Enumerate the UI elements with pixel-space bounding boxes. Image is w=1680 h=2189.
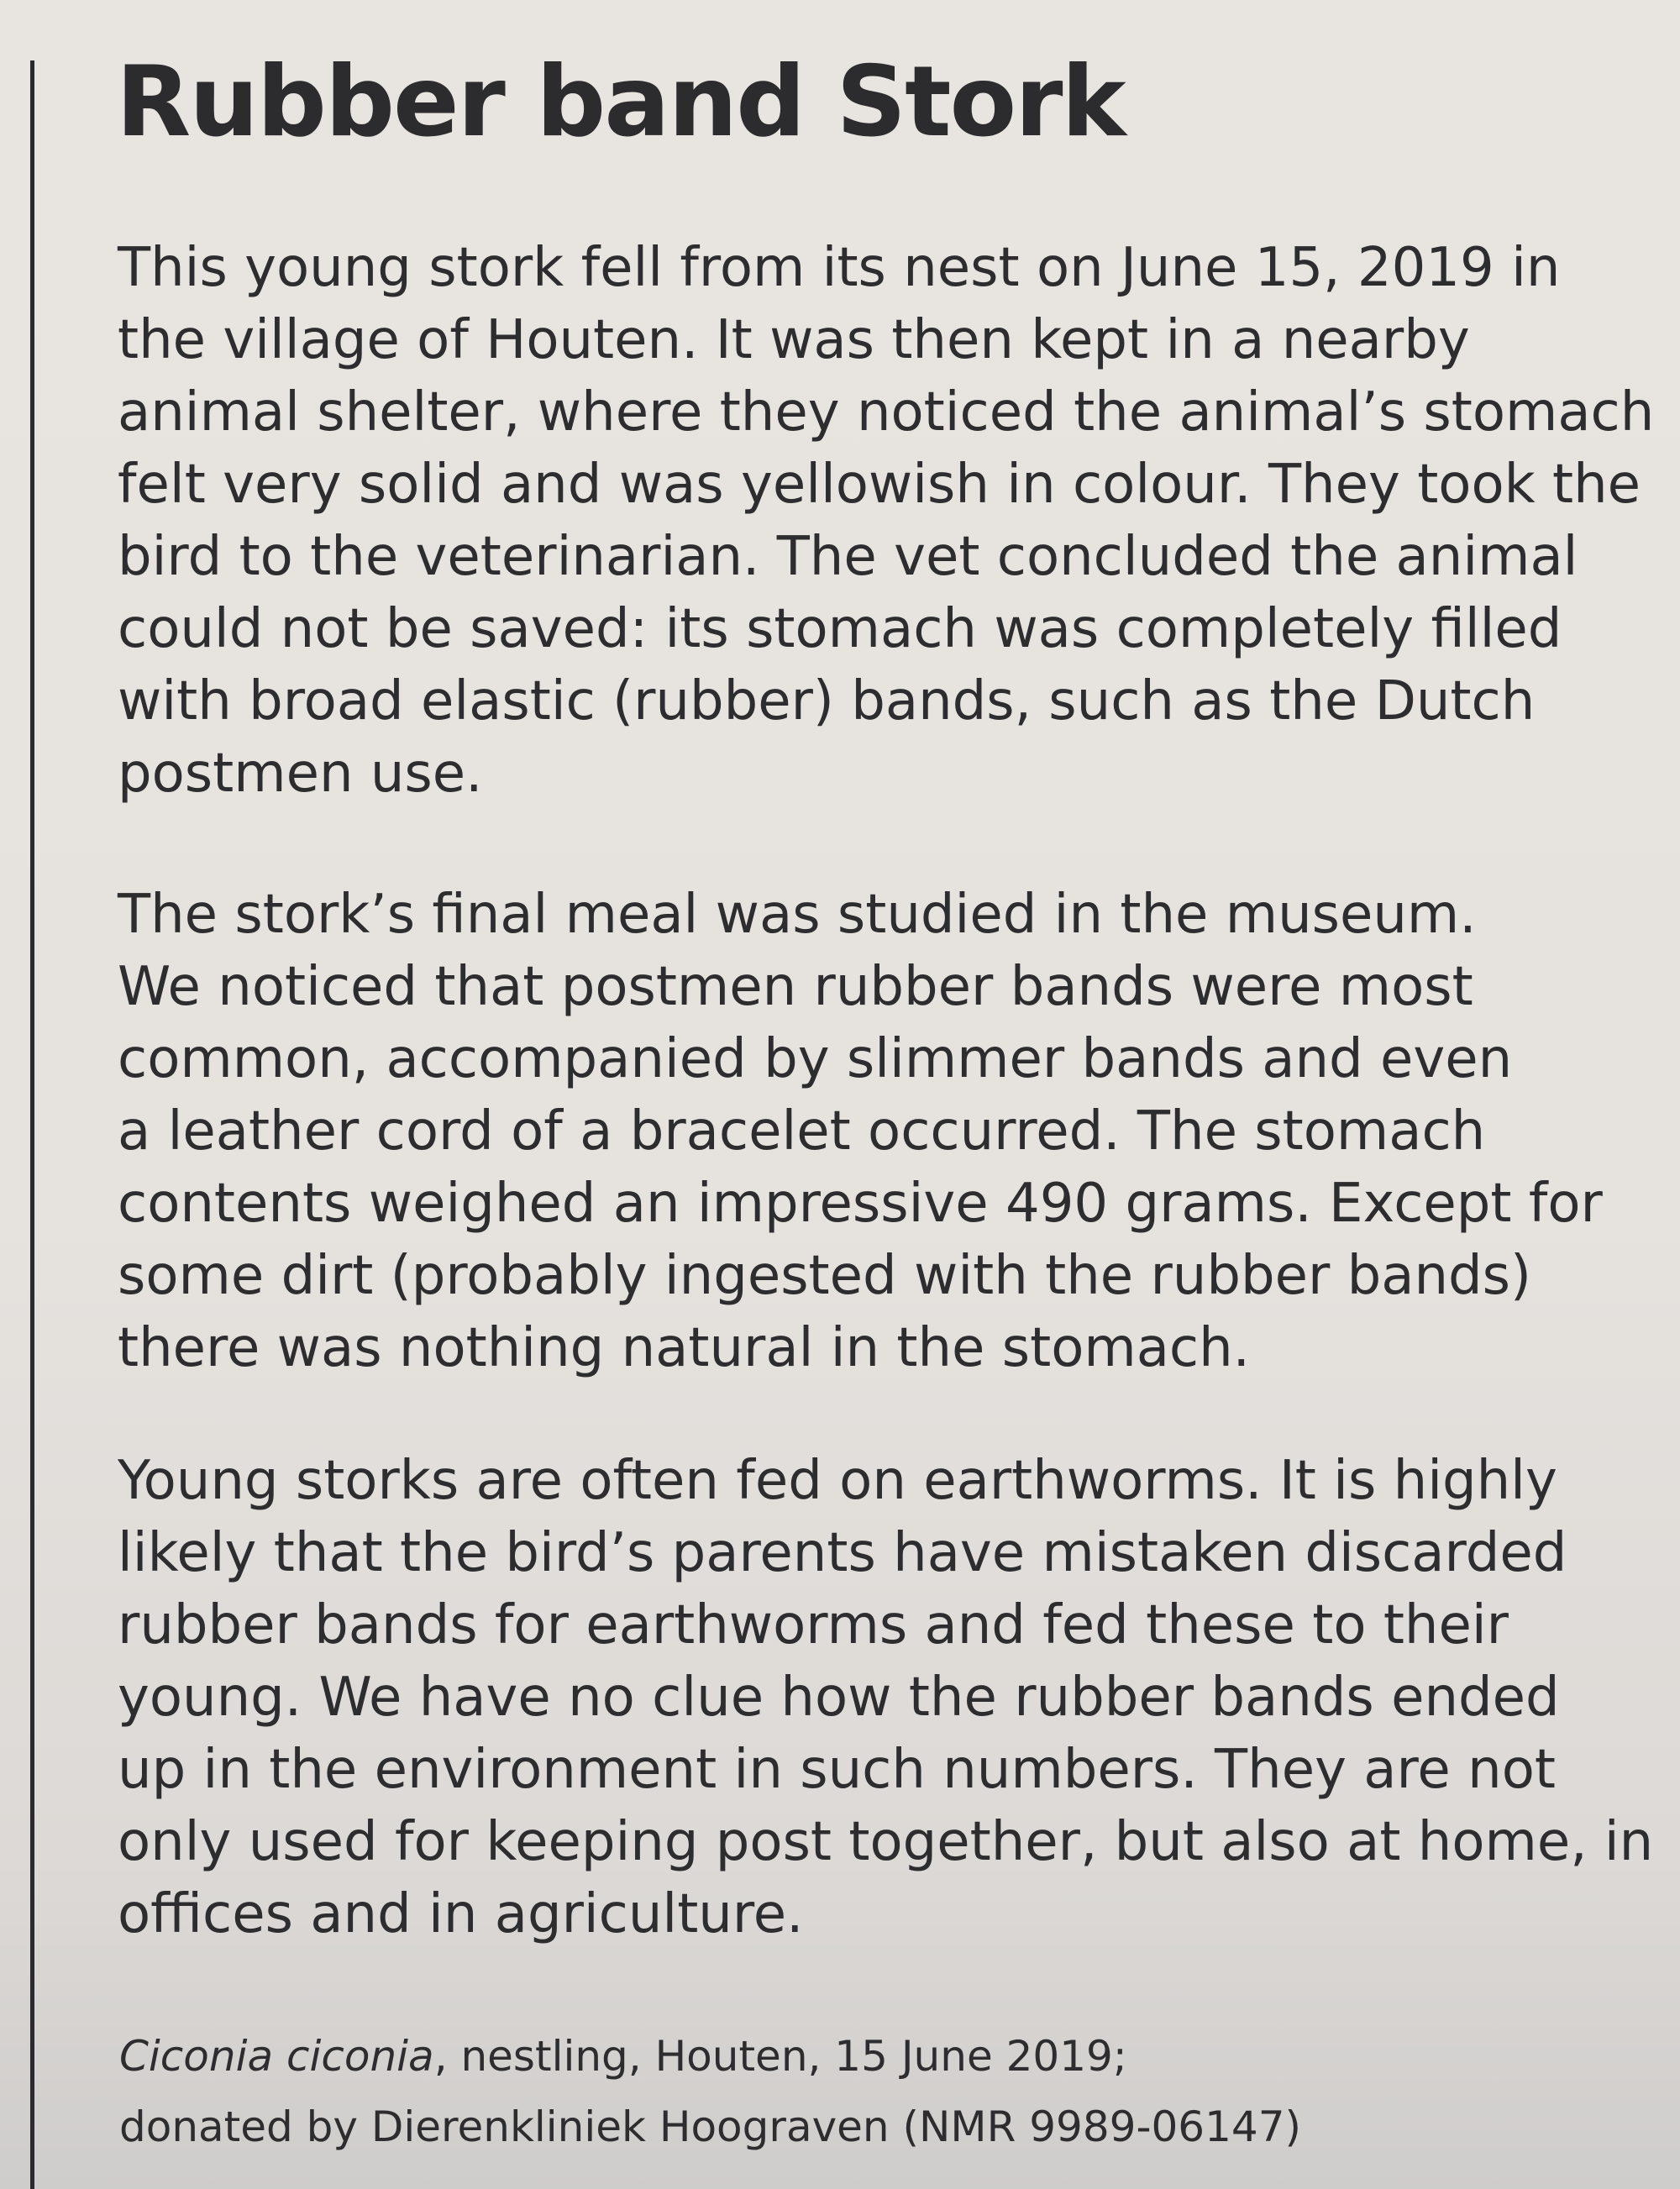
caption-line-1: [119, 2021, 1301, 2092]
caption-details: , nestling, Houten, 15 June 2019;: [433, 2032, 1127, 2081]
paragraph-line: the village of Houten. It was then kept in a nearby: [118, 309, 1470, 371]
paragraph-line: there was nothing natural in the stomach.: [118, 1317, 1250, 1379]
paragraph-line: postmen use.: [118, 743, 483, 805]
paragraph-line: rubber bands for earthworms and fed these to their: [118, 1594, 1509, 1656]
page-title: Rubber band Stork: [116, 45, 1125, 159]
paragraph-line: This young stork fell from its nest on June 15, 2019 in: [118, 237, 1561, 299]
paragraph-line: We noticed that postmen rubber bands were most: [118, 956, 1473, 1018]
left-vertical-rule: [30, 60, 34, 2189]
paragraph-line: a leather cord of a bracelet occurred. The stomach: [118, 1100, 1486, 1163]
caption-line-2: donated by Dierenkliniek Hoograven (NMR 9989-06147): [119, 2102, 1302, 2151]
paragraph-line: young. We have no clue how the rubber bands ended: [118, 1667, 1560, 1729]
paragraph-line: felt very solid and was yellowish in colour. They took the: [118, 454, 1641, 516]
paragraph-2: [118, 879, 1655, 1384]
paragraph-line: only used for keeping post together, but also at home, in: [118, 1811, 1654, 1873]
paragraph-line: bird to the veterinarian. The vet concluded the animal: [118, 526, 1578, 588]
paragraph-line: could not be saved: its stomach was completely filled: [118, 598, 1562, 660]
species-name: Ciconia ciconia: [119, 2032, 434, 2081]
paragraph-line: Young storks are often fed on earthworms. It is highly: [118, 1450, 1557, 1512]
paragraph-line: contents weighed an impressive 490 grams. Except for: [118, 1173, 1603, 1235]
paragraph-line: common, accompanied by slimmer bands and even: [118, 1028, 1513, 1090]
paragraph-1: [118, 232, 1655, 810]
paragraph-line: offices and in agriculture.: [118, 1883, 804, 1945]
specimen-caption: [119, 2021, 1301, 2162]
paragraph-3: [118, 1445, 1655, 1950]
paragraph-line: The stork’s final meal was studied in the museum.: [118, 884, 1477, 946]
paragraph-line: animal shelter, where they noticed the animal’s stomach: [118, 381, 1655, 444]
paragraph-line: some dirt (probably ingested with the rubber bands): [118, 1245, 1531, 1307]
paragraph-line: with broad elastic (rubber) bands, such as the Dutch: [118, 670, 1536, 732]
paragraph-line: up in the environment in such numbers. They are not: [118, 1739, 1556, 1801]
paragraph-line: likely that the bird’s parents have mistaken discarded: [118, 1522, 1567, 1584]
